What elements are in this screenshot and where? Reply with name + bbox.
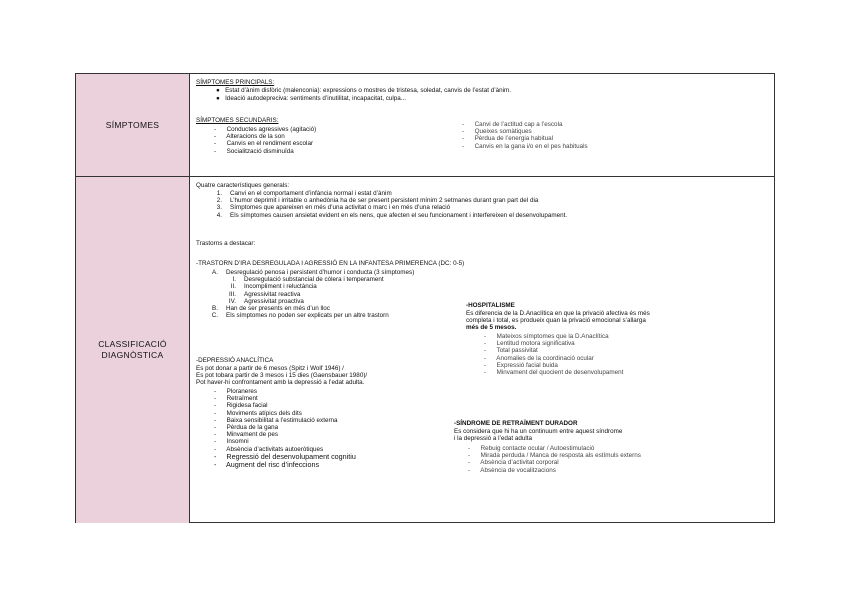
label-cell-symptoms	[76, 74, 190, 176]
list-item: - Regressió del desenvolupament cognitiu	[214, 451, 356, 461]
list-item: - Moviments atípics dels dits	[214, 409, 302, 417]
label-cell-classification	[76, 177, 190, 523]
trastorn-title: -TRASTORN D’IRA DESREGULADA I AGRESSIÓ EN LA INFANTESA PRIMERENCA (DC: 0-5)	[196, 260, 465, 267]
hospitalisme-list	[484, 333, 623, 376]
list-item: - Canvis en la gana i/o en el pes habituals	[462, 142, 588, 150]
list-item: - Rebuig contacte ocular / Autoestimulació	[468, 445, 595, 452]
list-item: - Minvament del quocient de desenvolupament	[484, 369, 624, 377]
description-line: Es diferencia de la D.Anaclítica en que la privació afectiva és més	[466, 310, 650, 317]
row-label-line1: CLASSIFICACIÓ	[98, 339, 167, 350]
list-item: - Expressió facial buida	[484, 361, 558, 369]
classification-table	[75, 73, 775, 523]
description-line: Es pot donar a partir de 6 mesos (Spitz i Wolf 1946) /	[196, 365, 344, 372]
list-item: - Absència d’activitat corporal	[468, 459, 559, 467]
list-item: - Mirada perduda / Manca de resposta als estímuls externs	[468, 452, 641, 460]
list-item: I. Desregulació substancial de còlera i temperament	[232, 276, 384, 284]
hospitalisme-title: -HOSPITALISME	[466, 302, 515, 309]
list-item: - Alteracions de la son	[214, 133, 285, 141]
list-item: - Socialització disminuïda	[214, 147, 294, 155]
description-line: completa i total, es produeix quan la privació emocional s’allarga	[466, 317, 646, 325]
list-item: - Mateixos símptomes que la D.Anaclítica	[484, 333, 609, 340]
list-item: II. Incompliment i reluctància	[230, 283, 317, 291]
list-item: - Conductes agressives (agitació)	[214, 126, 317, 133]
list-item: - Ploraneres	[214, 388, 258, 395]
list-item: - Pèrdua de la gana	[214, 424, 279, 432]
secondary-list-left	[214, 126, 316, 155]
list-item: - Absència de vocalitzacions	[468, 466, 556, 474]
list-item: - Augment del risc d’infeccions	[214, 460, 320, 470]
row-symptoms	[76, 74, 774, 177]
description-line: Es considera que hi ha un continuum entre aquest síndrome	[454, 428, 623, 435]
intro-text: Quatre característiques generals:	[196, 182, 290, 189]
list-item: 2. L’humor deprimit i irritable o anhedònia ha de ser present persistent mínim 2 setmanes durant gran part del dia	[216, 197, 539, 205]
list-item: - Rigidesa facial	[214, 402, 268, 410]
description-line: Pot haver-hi confrontament amb la depressió a l’edat adulta.	[196, 379, 365, 387]
list-item: - Queixes somàtiques	[462, 128, 532, 136]
sindrome-list	[468, 445, 641, 474]
list-item: - Insomni	[214, 438, 249, 446]
list-item: 4. Els símptomes causen ansietat evident en els nens, que afecten el seu funcionament i interfereixen el desenvolupament.	[216, 211, 568, 219]
row-label-line2: DIAGNÒSTICA	[101, 350, 164, 360]
general-list	[208, 190, 567, 219]
sindrome-description	[454, 428, 622, 442]
list-item: 3. Símptomes que apareixen en més d’una activitat o marc i en més d’una relació	[216, 204, 451, 212]
list-item: - Anomalies de la coordinació ocular	[484, 354, 594, 362]
section-title: SÍMPTOMES SECUNDARIS:	[196, 117, 279, 124]
depressio-list	[214, 388, 356, 469]
depressio-description	[196, 365, 367, 387]
trastorns-heading: Trastorns a destacar:	[196, 240, 256, 247]
row-label: SÍMPTOMES	[105, 119, 160, 130]
list-item: ● Estat d’ànim disfòric (malenconia): expressions o mostres de tristesa, soledat, canvis de l’estat d’ànim.	[216, 87, 511, 94]
list-item: ● Ideació autodepreciva: sentiments d’inutilitat, incapacitat, culpa...	[216, 95, 407, 102]
list-item: - Absència d’activitats autoeròtiques	[214, 445, 324, 453]
secondary-list-right	[462, 121, 588, 150]
list-item: 1. Canvi en el comportament d’infància normal i estat d’ànim	[216, 190, 392, 197]
list-item: - Total passivitat	[484, 347, 538, 355]
list-item: - Lentitud motora significativa	[484, 340, 575, 348]
content-cell-symptoms	[190, 74, 774, 176]
row-classification	[76, 177, 774, 523]
description-line: més de 5 mesos.	[466, 324, 517, 332]
list-item: - Retraïment	[214, 395, 258, 403]
description-line: Es pot tobara partir de 3 mesos i 15 dies (Gaensbauer 1980)/	[196, 372, 368, 380]
list-item: - Minvament de pes	[214, 431, 279, 439]
list-item: IV. Agressivitat proactiva	[228, 297, 304, 305]
list-item: - Pèrdua de l’energia habitual	[462, 135, 554, 143]
description-line: i la depressió a l’edat adulta	[454, 435, 533, 443]
content-cell-classification	[190, 177, 774, 523]
list-item: - Baixa sensibilitat a l’estimulació externa	[214, 416, 338, 424]
depressio-title: -DEPRESSIÓ ANACLÍTICA	[196, 357, 274, 364]
sindrome-title: -SÍNDROME DE RETRAÏMENT DURADOR	[454, 420, 578, 427]
trastorn-list	[204, 269, 414, 319]
list-item: B. Han de ser presents en més d’un lloc	[212, 305, 330, 313]
list-item: III. Agressivitat reactiva	[229, 290, 301, 298]
list-item: - Canvi de l’actitud cap a l’escola	[462, 121, 563, 128]
list-item: A. Desregulació penosa i persistent d’humor i conducta (3 símptomes)	[212, 269, 415, 276]
hospitalisme-description	[466, 310, 650, 332]
section-title: SÍMPTOMES PRINCIPALS:	[196, 79, 275, 86]
list-item: - Canvis en el rendiment escolar	[214, 140, 314, 148]
list-item: C. Els símptomes no poden ser explicats per un altre trastorn	[211, 312, 389, 320]
